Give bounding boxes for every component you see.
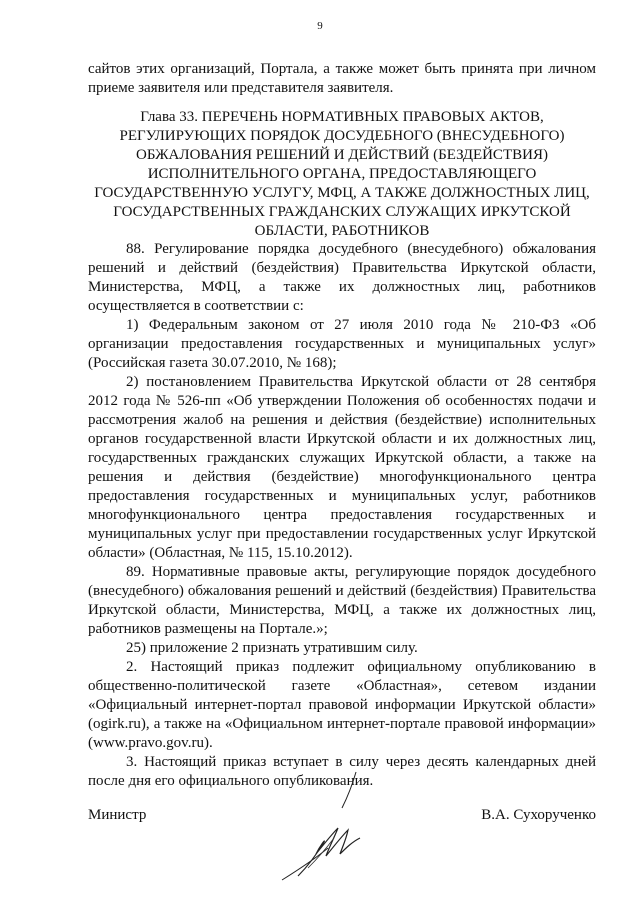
intro-paragraph xyxy=(88,60,596,98)
document-body xyxy=(88,240,596,791)
intro-text: сайтов этих организаций, Портала, а также может быть принята при личном приеме заявителя или представителя заявителя. xyxy=(88,61,596,96)
chapter-title: Глава 33. ПЕРЕЧЕНЬ НОРМАТИВНЫХ ПРАВОВЫХ АКТОВ, РЕГУЛИРУЮЩИХ ПОРЯДОК ДОСУДЕБНОГО (ВНЕСУДЕБНОГО) ОБЖАЛОВАНИЯ РЕШЕНИЙ И ДЕЙСТВИЙ (БЕЗДЕЙСТВИЯ) ИСПОЛНИТЕЛЬНОГО ОРГАНА, ПРЕДОСТАВЛЯЮЩЕГО ГОСУДАРСТВЕННУЮ УСЛУГУ, МФЦ, А ТАКЖЕ ДОЛЖНОСТНЫХ ЛИЦ, ГОСУДАРСТВЕННЫХ ГРАЖДАНСКИХ СЛУЖАЩИХ ИРКУТСКОЙ ОБЛАСТИ, РАБОТНИКОВ xyxy=(94,109,590,239)
point-3-entry-into-force: 3. Настоящий приказ вступает в силу через десять календарных дней после дня его официального опубликования. xyxy=(88,754,596,789)
handwritten-signature-icon xyxy=(268,768,378,888)
paragraph-89: 89. Нормативные правовые акты, регулирующие порядок досудебного (внесудебного) обжалования решений и действий (бездействия) Правительства Иркутской области, Министерства, МФЦ, а также их должностных лиц, работников размещены на Портале.»; xyxy=(88,564,596,637)
signatory-name: В.А. Сухорученко xyxy=(481,807,596,823)
signatory-title: Министр xyxy=(88,807,147,823)
paragraph-88: 88. Регулирование порядка досудебного (внесудебного) обжалования решений и действий (бездействия) Правительства Иркутской области, Министерства, МФЦ, а также их должностных лиц, работников осуществляется в соответствии с: xyxy=(88,241,596,314)
paragraph-88-item-1: 1) Федеральным законом от 27 июля 2010 года № 210-ФЗ «Об организации предоставления государственных и муниципальных услуг» (Российская газета 30.07.2010, № 168); xyxy=(88,317,596,371)
item-25: 25) приложение 2 признать утратившим силу. xyxy=(126,640,418,656)
page-number: 9 xyxy=(317,20,323,32)
paragraph-88-item-2: 2) постановлением Правительства Иркутской области от 28 сентября 2012 года № 526-пп «Об утверждении Положения об особенностях подачи и рассмотрения жалоб на решения и действия (бездействие) исполнительных органов государственной власти Иркутской области и их должностных лиц, государственных гражданских служащих Иркутской области, а также на решения и действия (бездействие) многофункционального центра предоставления государственных и муниципальных услуг, работников многофункционального центра предоставления государственных и муниципальных услуг при предоставлении государственных услуг Иркутской области» (Областная, № 115, 15.10.2012). xyxy=(88,374,596,561)
point-2-publication: 2. Настоящий приказ подлежит официальному опубликованию в общественно-политической газете «Областная», сетевом издании «Официальный интернет-портал правовой информации Иркутской области» (ogirk.ru), а также на «Официальном интернет-портале правовой информации» (www.pravo.gov.ru). xyxy=(88,659,596,751)
